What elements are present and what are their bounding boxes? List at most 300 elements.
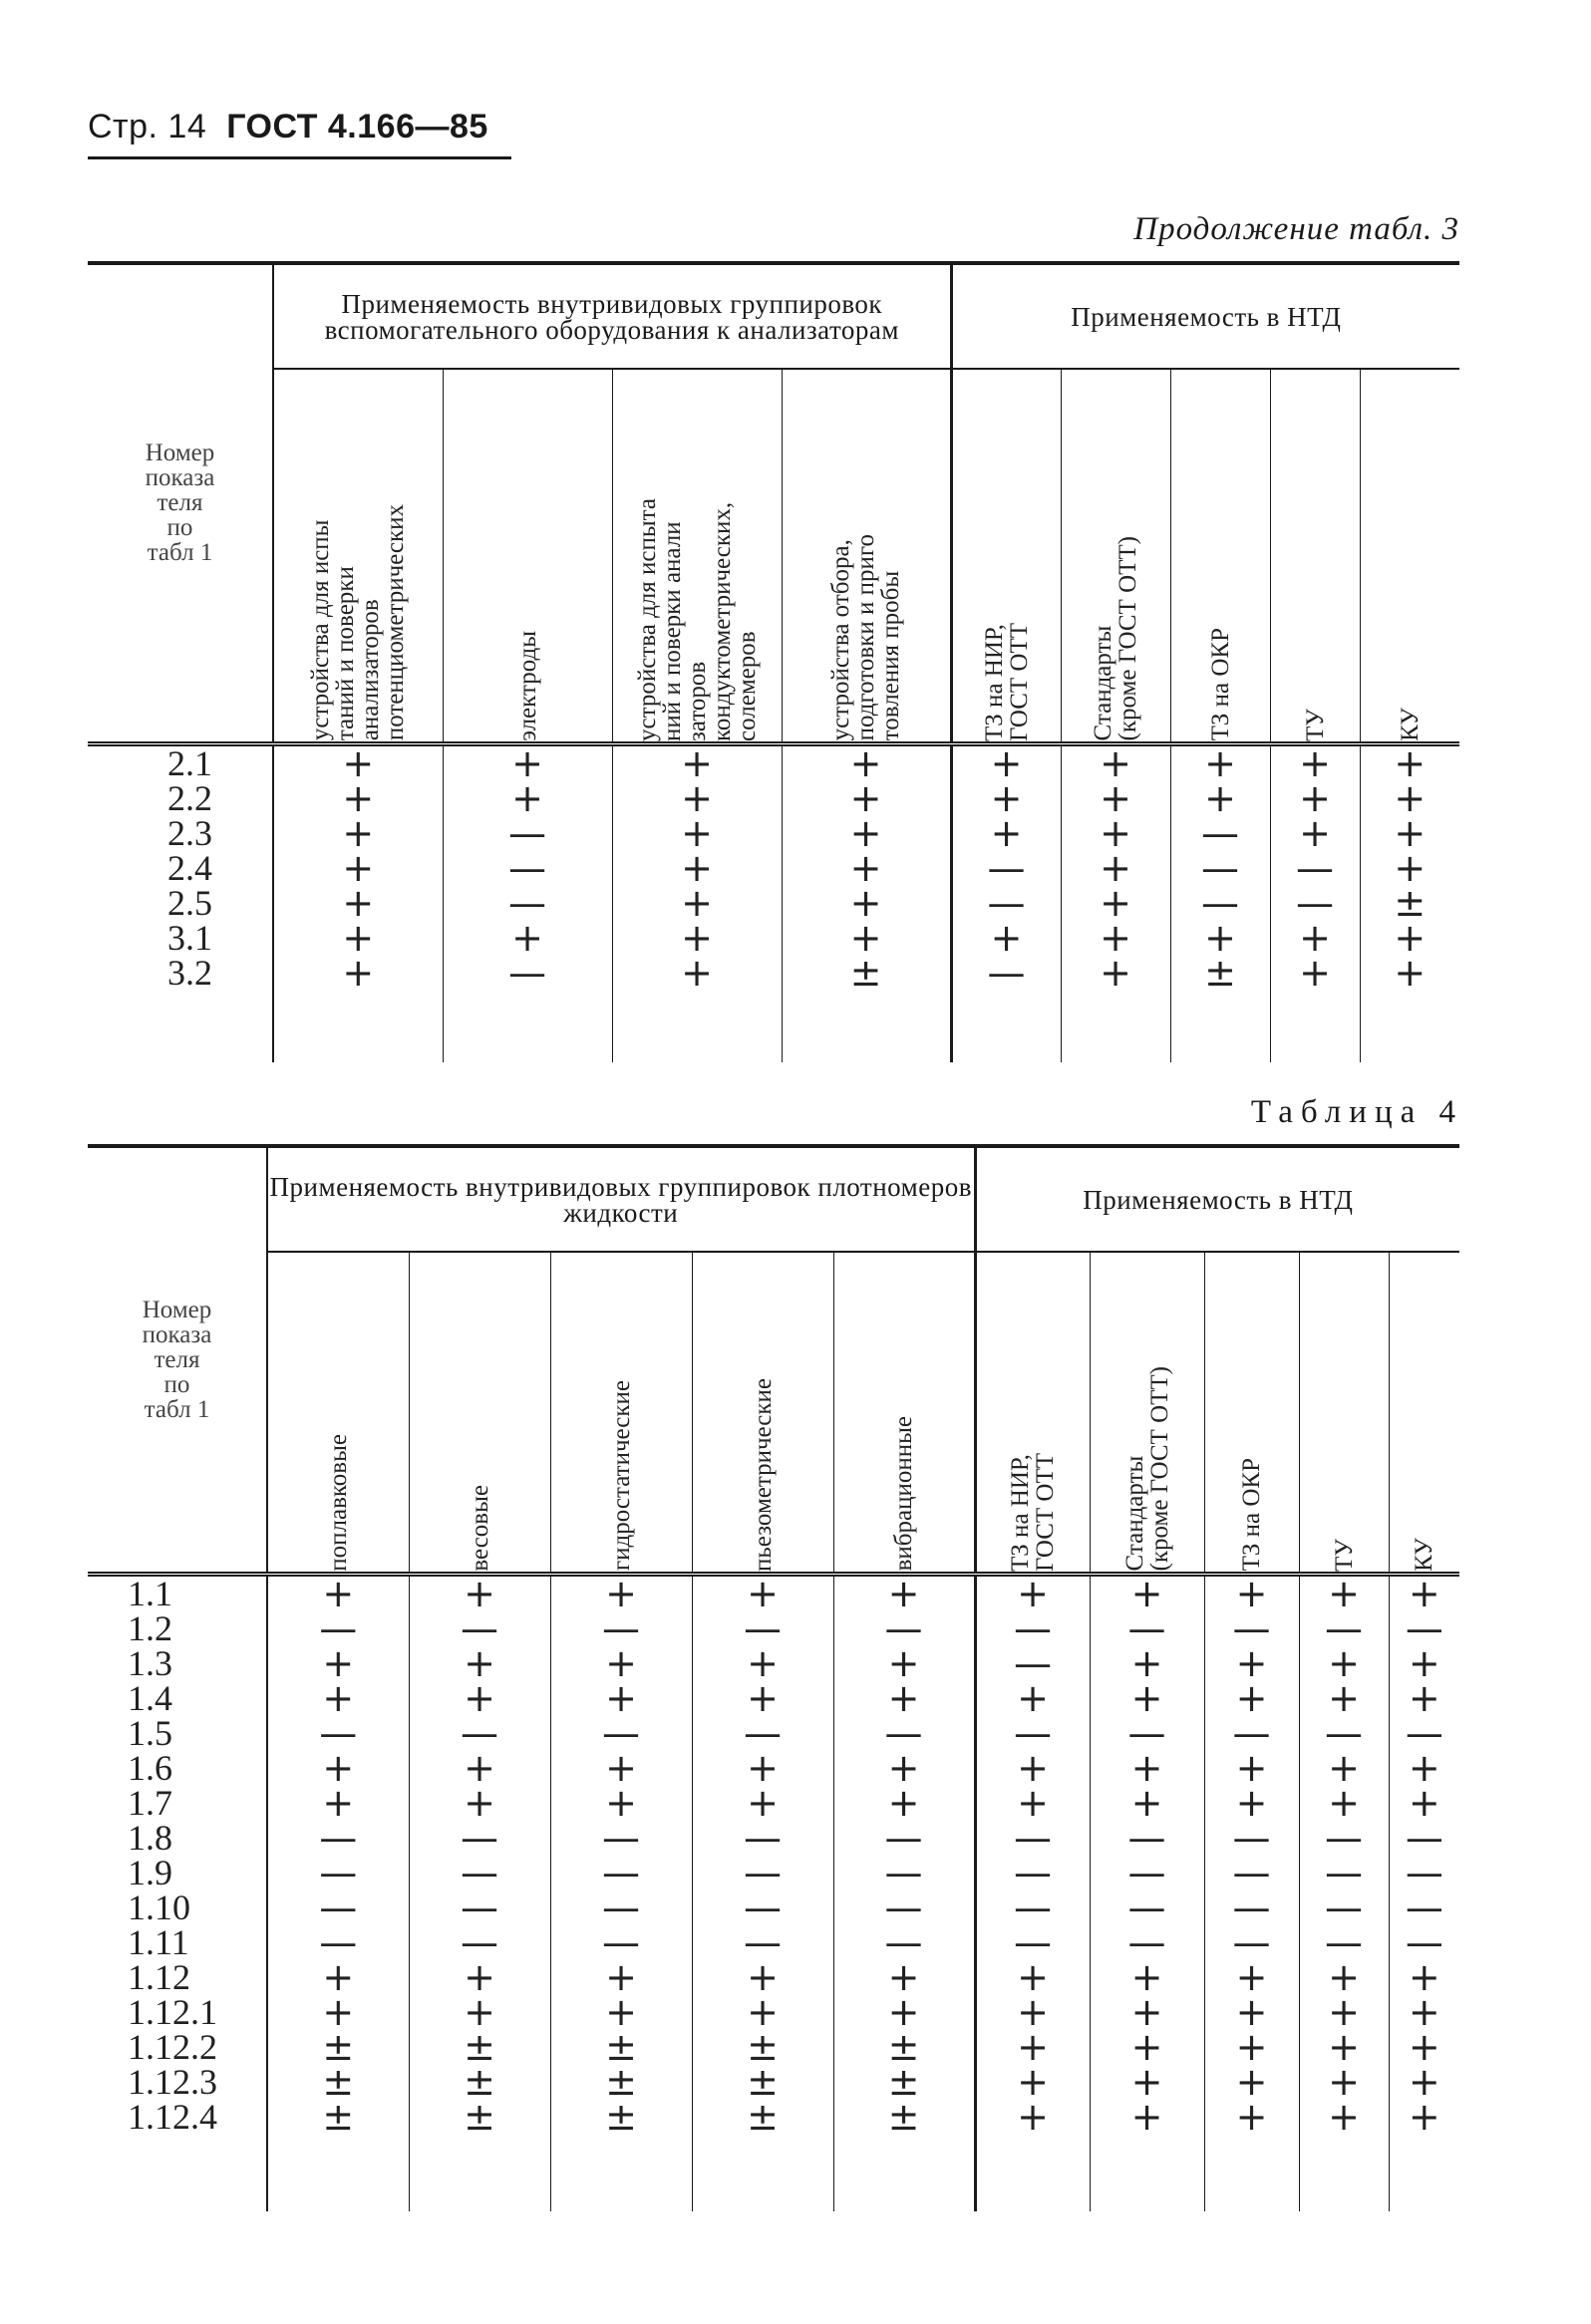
table4-mark: ± <box>464 2024 495 2069</box>
table4-mark: ± <box>605 2094 637 2139</box>
table4-mark: + <box>1130 1989 1163 2034</box>
table4-mark: — <box>744 1850 782 1894</box>
table4-mark: + <box>1017 1780 1049 1825</box>
table4-mark: + <box>747 1640 779 1685</box>
table4-mark: + <box>887 1675 920 1720</box>
table4-rowhead <box>88 1146 267 1574</box>
table4-mark: + <box>1328 2094 1360 2139</box>
table3-mark: + <box>1100 775 1131 820</box>
table4-mark: + <box>1130 2059 1163 2104</box>
table3-mark: + <box>1299 915 1331 960</box>
table4-mark: — <box>884 1850 923 1894</box>
table4-mark: + <box>605 1571 637 1615</box>
table3-row-number: 2.1 <box>167 742 212 783</box>
table4-mark: — <box>1014 1850 1053 1894</box>
table4-mark: + <box>464 1745 495 1790</box>
table3-mark: — <box>1201 845 1240 890</box>
table4-mark: + <box>1235 2024 1268 2069</box>
table3-mark: + <box>342 950 375 995</box>
table3-mark: ± <box>849 950 882 995</box>
table3-col <box>951 740 1061 1062</box>
table4-col-header: КУ <box>1411 1537 1438 1572</box>
table4-mark: + <box>322 1954 355 1999</box>
table3-col-header: Стандарты (кроме ГОСТ ОТТ) <box>1090 536 1142 741</box>
table4-mark: — <box>884 1815 923 1860</box>
table3-mark: + <box>849 845 882 890</box>
table3-mark: + <box>511 775 543 820</box>
table4-mark: — <box>1325 1919 1364 1964</box>
table4-mark: + <box>464 1640 495 1685</box>
table4-mark: — <box>1325 1815 1364 1860</box>
table4-col <box>692 1571 833 2211</box>
table4-mark: ± <box>464 2094 495 2139</box>
table3-col <box>612 740 782 1062</box>
table4-row-number: 1.3 <box>128 1642 172 1683</box>
table3-mark: + <box>1394 740 1427 785</box>
table4-mark: — <box>744 1919 782 1964</box>
table4-col-header: пьезометрические <box>749 1377 777 1572</box>
table4-col <box>267 1571 409 2211</box>
table4-mark: — <box>319 1885 358 1929</box>
table4-mark: — <box>1232 1919 1271 1964</box>
table4-mark: + <box>1328 1745 1360 1790</box>
table4-mark: — <box>1325 1710 1364 1755</box>
table4-mark: — <box>884 1919 923 1964</box>
table4-mark: — <box>319 1815 358 1860</box>
table4-mark: — <box>884 1710 923 1755</box>
table4-mark: — <box>1232 1605 1271 1650</box>
table3-mark: + <box>1204 775 1236 820</box>
table4-mark: — <box>1405 1710 1443 1755</box>
table4-mark: — <box>1405 1850 1443 1894</box>
table3-mark: + <box>1394 775 1427 820</box>
table4-mark: + <box>1408 2059 1440 2104</box>
table4-mark: + <box>1017 1745 1049 1790</box>
table4-mark: + <box>1017 1571 1049 1615</box>
table4-mark: + <box>1235 1780 1268 1825</box>
table4-mark: — <box>602 1605 640 1650</box>
table3-mark: + <box>1299 740 1331 785</box>
table4-mark: ± <box>887 2094 920 2139</box>
table3-group-subgroups: Применяемость внутривидовых группировок вспомогательного оборудования к анализаторам <box>273 263 951 369</box>
table4-mark: + <box>1408 1989 1440 2034</box>
table4-mark: + <box>1130 1745 1163 1790</box>
table4-mark: — <box>744 1885 782 1929</box>
table3-mark: + <box>342 845 375 890</box>
table4-mark: — <box>319 1850 358 1894</box>
table4-col <box>975 1571 1090 2211</box>
table4-mark: + <box>322 1640 355 1685</box>
table3-mark: + <box>1100 915 1131 960</box>
table4-group-subgroups: Применяемость внутривидовых группировок плотномеров жидкости <box>267 1146 975 1252</box>
table4-mark: — <box>1405 1815 1443 1860</box>
table4-mark: + <box>887 1954 920 1999</box>
table4-mark: — <box>461 1919 498 1964</box>
table4-mark: — <box>1232 1850 1271 1894</box>
table4-mark: — <box>1014 1885 1053 1929</box>
table3-col-header: ТУ <box>1301 708 1329 741</box>
table4-mark: + <box>1408 1571 1440 1615</box>
table4-row-number: 1.2 <box>128 1607 172 1648</box>
table3-mark: — <box>508 950 546 995</box>
table3-row-number: 3.1 <box>167 917 212 958</box>
table4-rowhead-label: Номер показа теля по табл 1 <box>142 1296 212 1423</box>
table3-col-header: КУ <box>1396 707 1424 741</box>
table4-mark: — <box>461 1605 498 1650</box>
table3-mark: + <box>1100 740 1131 785</box>
table3-col <box>443 740 612 1062</box>
table4-mark: + <box>1328 2024 1360 2069</box>
table4-mark: + <box>1408 2024 1440 2069</box>
table4-col-header: вибрационные <box>890 1416 918 1572</box>
table3-col <box>273 740 443 1062</box>
table4-mark: — <box>1232 1815 1271 1860</box>
table3-mark: + <box>990 915 1023 960</box>
table3-mark: + <box>1100 880 1131 925</box>
table3-mark: + <box>1100 845 1131 890</box>
table4-mark: — <box>1014 1640 1053 1685</box>
table4-mark: — <box>744 1605 782 1650</box>
table3-mark: + <box>1204 915 1236 960</box>
table4-mark: + <box>1017 1954 1049 1999</box>
table3-mark: + <box>342 880 375 925</box>
table4-mark: + <box>1328 1640 1360 1685</box>
table4-mark: + <box>1130 2094 1163 2139</box>
table4-mark: — <box>1405 1919 1443 1964</box>
table4-mark: + <box>1130 1780 1163 1825</box>
table4-mark: + <box>747 1780 779 1825</box>
table4-mark: + <box>887 1989 920 2034</box>
table4-row-number: 1.12.3 <box>128 2061 217 2102</box>
table4-mark: — <box>461 1850 498 1894</box>
table4-mark: — <box>602 1919 640 1964</box>
table3-mark: + <box>681 880 713 925</box>
table4-mark: + <box>1328 1954 1360 1999</box>
table4-col <box>833 1571 975 2211</box>
table3-mark: + <box>1299 950 1331 995</box>
table4-mark: + <box>605 1780 637 1825</box>
table3-mark: ± <box>1394 880 1427 925</box>
table4-mark: — <box>1014 1815 1053 1860</box>
table4-mark: — <box>1405 1885 1443 1929</box>
table4-mark: + <box>1408 1640 1440 1685</box>
table4-mark: + <box>322 1780 355 1825</box>
table4-mark: ± <box>747 2024 779 2069</box>
table3-rowhead <box>88 263 273 743</box>
table4-mark: + <box>1235 1745 1268 1790</box>
table4-mark: + <box>747 1954 779 1999</box>
table4-mark: — <box>884 1885 923 1929</box>
table4-mark: ± <box>322 2059 355 2104</box>
table3-mark: + <box>1394 810 1427 855</box>
table3-mark: + <box>681 810 713 855</box>
table3-col <box>1170 740 1270 1062</box>
table3-col-header: устройства отбора, подготовки и приго товления пробы <box>827 534 905 741</box>
table4-mark: + <box>1235 1675 1268 1720</box>
table4-mark: + <box>605 1675 637 1720</box>
table3-col-header: устройства для испыта ний и поверки анали заторов кондуктометрических, солемеров <box>633 497 761 741</box>
table4-row-numbers <box>88 1574 267 2211</box>
table3-mark: + <box>1394 950 1427 995</box>
table4-mark: + <box>1408 1675 1440 1720</box>
table4-mark: ± <box>887 2024 920 2069</box>
table4-mark: + <box>1130 1675 1163 1720</box>
table4-mark: + <box>322 1989 355 2034</box>
table3-mark: + <box>342 915 375 960</box>
table4-mark: + <box>1017 2024 1049 2069</box>
table4-mark: — <box>319 1605 358 1650</box>
table4-mark: + <box>1408 1954 1440 1999</box>
table4-mark: — <box>1127 1885 1166 1929</box>
table4-mark: — <box>1325 1605 1364 1650</box>
header-rule <box>88 156 511 159</box>
table4-mark: + <box>1130 1954 1163 1999</box>
table4-mark: + <box>1235 1640 1268 1685</box>
table4-mark: + <box>605 1640 637 1685</box>
page-number: Стр. 14 <box>88 108 207 145</box>
table4-mark: + <box>1130 1571 1163 1615</box>
table3-mark: + <box>681 775 713 820</box>
table3-col <box>1360 740 1459 1062</box>
table4-col <box>1090 1571 1204 2211</box>
table4-mark: + <box>322 1571 355 1615</box>
table4-col <box>1204 1571 1299 2211</box>
table3-mark: — <box>508 810 546 855</box>
table3-mark: + <box>511 915 543 960</box>
table4-col <box>1299 1571 1389 2211</box>
table4-mark: — <box>1232 1710 1271 1755</box>
table4-row-number: 1.12.1 <box>128 1991 217 2032</box>
table4-mark: ± <box>747 2059 779 2104</box>
table3-mark: + <box>342 775 375 820</box>
table3 <box>88 261 1459 1062</box>
table4-mark: + <box>887 1571 920 1615</box>
table4-row-number: 1.11 <box>128 1921 189 1962</box>
table4-mark: + <box>1408 1745 1440 1790</box>
table4-mark: + <box>747 1745 779 1790</box>
page-header <box>88 108 488 146</box>
table4-mark: — <box>602 1850 640 1894</box>
table4-mark: — <box>1127 1710 1166 1755</box>
table3-group-ntd: Применяемость в НТД <box>951 263 1459 369</box>
table4-mark: + <box>747 1675 779 1720</box>
table4-mark: — <box>884 1605 923 1650</box>
table3-col <box>782 740 951 1062</box>
table4-mark: + <box>1328 2059 1360 2104</box>
table3-mark: — <box>1201 810 1240 855</box>
table4-mark: + <box>1017 1675 1049 1720</box>
table3-rowhead-label: Номер показа теля по табл 1 <box>145 439 215 567</box>
table4-mark: — <box>1014 1919 1053 1964</box>
table4-row-number: 1.12 <box>128 1956 190 1997</box>
table3-mark: — <box>1296 845 1335 890</box>
table4-col-header: ТЗ на ОКР <box>1238 1458 1266 1572</box>
table3-mark: + <box>1204 740 1236 785</box>
table4-caption: Таблица 4 <box>1250 1094 1463 1130</box>
table3-mark: + <box>681 740 713 785</box>
table3-mark: + <box>990 810 1023 855</box>
table4-mark: — <box>744 1710 782 1755</box>
table4-mark: — <box>1127 1850 1166 1894</box>
table4-mark: + <box>605 1989 637 2034</box>
table3-mark: + <box>1394 845 1427 890</box>
table4-mark: + <box>1235 2094 1268 2139</box>
table3-mark: — <box>987 845 1026 890</box>
table4-row-number: 1.6 <box>128 1747 172 1788</box>
table4-row-number: 1.9 <box>128 1852 172 1892</box>
table4-col <box>409 1571 550 2211</box>
table3-mark: + <box>990 775 1023 820</box>
table3-mark: + <box>681 845 713 890</box>
table3-mark: — <box>987 880 1026 925</box>
table3-mark: + <box>1299 775 1331 820</box>
table4-mark: — <box>1325 1885 1364 1929</box>
table4-col-header: поплавковые <box>324 1433 352 1572</box>
table3-mark: — <box>987 950 1026 995</box>
table4-mark: ± <box>464 2059 495 2104</box>
table4-mark: ± <box>747 2094 779 2139</box>
table3-mark: + <box>990 740 1023 785</box>
table4-mark: + <box>464 1954 495 1999</box>
table4-row-number: 1.5 <box>128 1712 172 1753</box>
table3-mark: — <box>1296 880 1335 925</box>
table3-mark: + <box>849 775 882 820</box>
table4-mark: + <box>887 1780 920 1825</box>
table3-mark: + <box>1100 950 1131 995</box>
table3-mark: — <box>1201 880 1240 925</box>
table4-mark: — <box>461 1815 498 1860</box>
table3-mark: + <box>849 740 882 785</box>
table4-mark: + <box>464 1675 495 1720</box>
table4-mark: + <box>1235 1954 1268 1999</box>
table4-mark: — <box>319 1919 358 1964</box>
table4-mark: + <box>747 1989 779 2034</box>
table3-mark: + <box>342 740 375 785</box>
table4-row-number: 1.12.4 <box>128 2096 217 2137</box>
table3-row-numbers <box>88 743 273 1062</box>
table4-mark: — <box>1232 1885 1271 1929</box>
table4-mark: + <box>1017 2059 1049 2104</box>
table4-mark: — <box>461 1885 498 1929</box>
table4-mark: — <box>461 1710 498 1755</box>
table4-mark: — <box>1014 1710 1053 1755</box>
table4-mark: + <box>322 1745 355 1790</box>
table3-mark: + <box>849 810 882 855</box>
table4-col-header: гидростатические <box>607 1380 635 1572</box>
table3-col-header: ТЗ на ОКР <box>1206 628 1234 741</box>
table4-row-number: 1.12.2 <box>128 2026 217 2067</box>
table4-mark: ± <box>605 2024 637 2069</box>
table4-mark: ± <box>605 2059 637 2104</box>
table3-mark: — <box>508 880 546 925</box>
table4-mark: — <box>1127 1815 1166 1860</box>
table3-col <box>1061 740 1170 1062</box>
table4-col-header: ТЗ на НИР, ГОСТ ОТТ <box>1007 1452 1060 1572</box>
table3-col-header: электроды <box>513 630 541 741</box>
table3-mark: + <box>342 810 375 855</box>
table4-mark: — <box>1127 1919 1166 1964</box>
table4-mark: ± <box>322 2024 355 2069</box>
table4-col <box>1389 1571 1459 2211</box>
table3-mark: — <box>508 845 546 890</box>
table4-mark: + <box>1017 2094 1049 2139</box>
table4-mark: — <box>744 1815 782 1860</box>
table4-group-ntd: Применяемость в НТД <box>975 1146 1459 1252</box>
table3-col-header: устройства для испы таний и поверки анализаторов потенциометрических <box>307 504 410 741</box>
table3-row-number: 2.3 <box>167 812 212 853</box>
table4-mark: — <box>1405 1605 1443 1650</box>
table4-row-number: 1.7 <box>128 1782 172 1823</box>
table4-mark: — <box>602 1710 640 1755</box>
standard-number: ГОСТ 4.166—85 <box>226 108 488 145</box>
table3-mark: + <box>681 915 713 960</box>
table4-mark: — <box>1325 1850 1364 1894</box>
table3-mark: ± <box>1204 950 1236 995</box>
table3-mark: + <box>511 740 543 785</box>
table4-mark: — <box>602 1815 640 1860</box>
table4-mark: + <box>464 1780 495 1825</box>
table4-mark: — <box>1014 1605 1053 1650</box>
table3-col <box>1270 740 1360 1062</box>
table4-row-number: 1.1 <box>128 1573 172 1613</box>
table3-row-number: 2.2 <box>167 777 212 818</box>
table4-mark: + <box>1235 2059 1268 2104</box>
table4-mark: + <box>1328 1780 1360 1825</box>
table3-caption: Продолжение табл. 3 <box>1133 211 1459 247</box>
table4-mark: + <box>605 1954 637 1999</box>
table4-mark: + <box>887 1745 920 1790</box>
table3-mark: + <box>849 915 882 960</box>
table4-mark: + <box>1328 1571 1360 1615</box>
table4-mark: — <box>1127 1605 1166 1650</box>
table4-col-header: Стандарты (кроме ГОСТ ОТТ) <box>1120 1366 1173 1572</box>
table3-row-number: 2.5 <box>167 882 212 923</box>
table4-mark: + <box>1408 1780 1440 1825</box>
table4-mark: + <box>1235 1989 1268 2034</box>
table4-mark: + <box>322 1675 355 1720</box>
table4-mark: + <box>464 1989 495 2034</box>
table4-mark: + <box>1017 1989 1049 2034</box>
table4 <box>88 1144 1459 2211</box>
table3-row-number: 2.4 <box>167 847 212 888</box>
table4-row-number: 1.10 <box>128 1887 190 1927</box>
table3-col-header: ТЗ на НИР, ГОСТ ОТТ <box>980 622 1033 741</box>
table3-mark: + <box>1394 915 1427 960</box>
table4-mark: + <box>1328 1989 1360 2034</box>
table4-mark: + <box>464 1571 495 1615</box>
table3-mark: + <box>1299 810 1331 855</box>
table4-mark: ± <box>322 2094 355 2139</box>
table3-mark: + <box>1100 810 1131 855</box>
table4-mark: ± <box>887 2059 920 2104</box>
table4-mark: + <box>605 1745 637 1790</box>
table4-row-number: 1.4 <box>128 1677 172 1718</box>
table4-mark: + <box>887 1640 920 1685</box>
table4-mark: + <box>1130 1640 1163 1685</box>
table4-mark: — <box>602 1885 640 1929</box>
table3-mark: + <box>681 950 713 995</box>
table4-row-number: 1.8 <box>128 1817 172 1858</box>
table4-col-header: ТУ <box>1330 1538 1358 1572</box>
table4-col-header: весовые <box>466 1484 493 1572</box>
table3-mark: + <box>849 880 882 925</box>
table4-mark: + <box>1328 1675 1360 1720</box>
table3-row-number: 3.2 <box>167 952 212 993</box>
table4-col <box>550 1571 692 2211</box>
table4-mark: + <box>1130 2024 1163 2069</box>
table4-mark: + <box>1408 2094 1440 2139</box>
table4-mark: + <box>1235 1571 1268 1615</box>
